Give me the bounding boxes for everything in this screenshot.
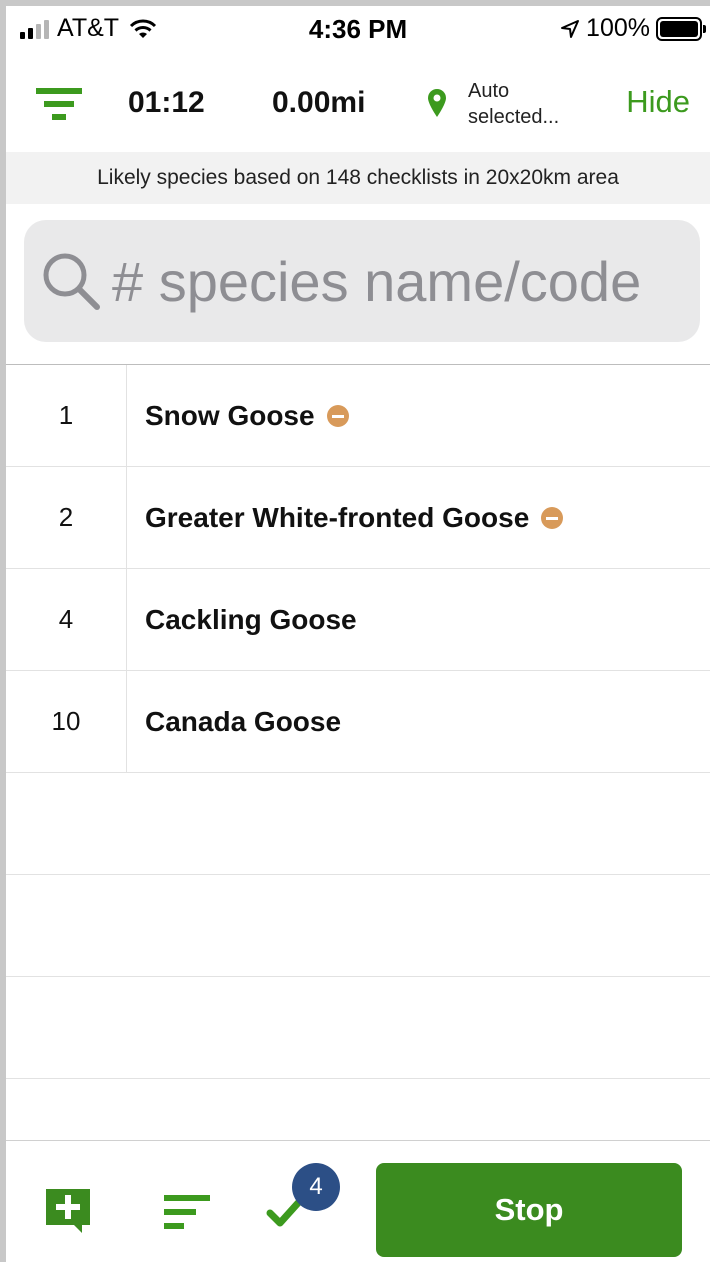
species-count[interactable]: 1 — [6, 365, 127, 466]
location-line-2: selected... — [468, 106, 560, 128]
species-name-cell[interactable] — [127, 671, 341, 772]
location-arrow-icon — [560, 19, 580, 39]
status-time: 4:36 PM — [308, 14, 408, 44]
species-name: Canada Goose — [145, 705, 342, 737]
species-row[interactable] — [6, 365, 710, 467]
bottom-toolbar — [6, 1140, 710, 1262]
species-count-badge: 4 — [292, 1163, 340, 1211]
sort-icon[interactable] — [164, 1193, 210, 1231]
filter-icon[interactable] — [36, 86, 82, 122]
species-row[interactable] — [6, 671, 710, 773]
species-count[interactable]: 4 — [6, 569, 127, 670]
species-count[interactable]: 2 — [6, 467, 127, 568]
likely-species-banner: Likely species based on 148 checklists in 20x20km area — [6, 152, 710, 204]
status-right — [560, 14, 702, 43]
search-icon — [40, 250, 102, 312]
status-bar — [6, 6, 710, 50]
species-name-cell[interactable] — [127, 467, 563, 568]
species-name: Cackling Goose — [145, 603, 357, 635]
location-selector[interactable] — [468, 78, 559, 130]
species-row[interactable] — [6, 569, 710, 671]
empty-list-row — [6, 773, 710, 875]
stop-button[interactable]: Stop — [376, 1163, 682, 1257]
species-name: Greater White-fronted Goose — [145, 501, 530, 533]
distance-value: 0.00mi — [272, 86, 366, 119]
battery-percent: 100% — [586, 14, 650, 42]
species-search-input[interactable] — [112, 249, 692, 314]
rare-species-icon — [541, 507, 563, 529]
species-list — [6, 364, 710, 1079]
species-name-cell[interactable] — [127, 365, 349, 466]
species-row[interactable] — [6, 467, 710, 569]
species-name: Snow Goose — [145, 399, 315, 431]
rare-species-icon — [327, 405, 349, 427]
empty-list-row — [6, 977, 710, 1079]
species-name-cell[interactable] — [127, 569, 357, 670]
location-line-1: Auto — [468, 80, 510, 102]
checklist-header — [6, 72, 710, 136]
carrier-name: AT&T — [57, 14, 120, 42]
hide-button[interactable]: Hide — [626, 84, 690, 119]
app-screen — [6, 6, 710, 1262]
empty-list-row — [6, 875, 710, 977]
battery-icon — [656, 17, 702, 41]
add-comment-icon[interactable] — [44, 1187, 92, 1235]
species-search-bar[interactable] — [24, 220, 700, 342]
elapsed-timer: 01:12 — [128, 86, 205, 119]
species-count[interactable]: 10 — [6, 671, 127, 772]
location-pin-icon[interactable] — [426, 88, 448, 118]
